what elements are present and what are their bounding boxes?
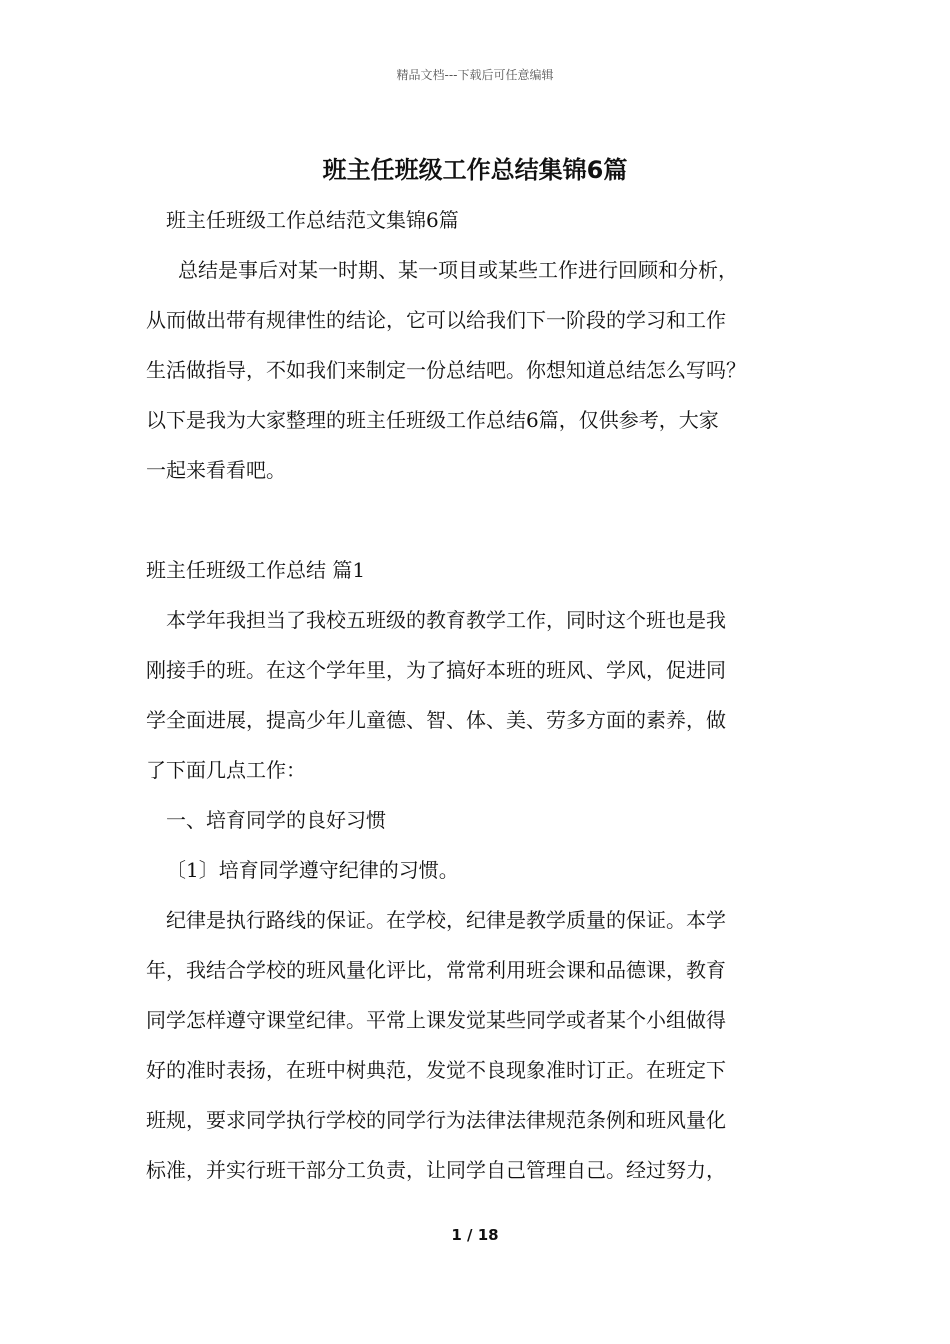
paragraph-line: 班规，要求同学执行学校的同学行为法律法律规范条例和班风量化: [146, 1108, 726, 1132]
subtitle-line: 班主任班级工作总结范文集锦6篇: [166, 208, 459, 232]
header-note: 精品文档---下载后可任意编辑: [396, 68, 554, 82]
paragraph-line: 一起来看看吧。: [146, 458, 286, 482]
paragraph-line: 纪律是执行路线的保证。在学校，纪律是教学质量的保证。本学: [166, 908, 726, 932]
paragraph-line: 学全面进展，提高少年儿童德、智、体、美、劳多方面的素养，做: [146, 708, 726, 732]
paragraph-line: 刚接手的班。在这个学年里，为了搞好本班的班风、学风，促进同: [146, 658, 726, 682]
subheading-line: 一、培育同学的良好习惯: [166, 808, 386, 832]
paragraph-line: 标准，并实行班干部分工负责，让同学自己管理自己。经过努力，: [146, 1158, 726, 1182]
section-heading: 班主任班级工作总结 篇1: [146, 558, 366, 582]
subheading-line: 〔1〕培育同学遵守纪律的习惯。: [166, 858, 459, 882]
paragraph-line: 以下是我为大家整理的班主任班级工作总结6篇，仅供参考，大家: [146, 408, 719, 432]
paragraph-line: 年，我结合学校的班风量化评比，常常利用班会课和品德课，教育: [146, 958, 726, 982]
paragraph-line: 从而做出带有规律性的结论，它可以给我们下一阶段的学习和工作: [146, 308, 726, 332]
page-number: 1 / 18: [451, 1226, 499, 1244]
paragraph-line: 好的准时表扬，在班中树典范，发觉不良现象准时订正。在班定下: [146, 1058, 726, 1082]
paragraph-line: 本学年我担当了我校五班级的教育教学工作，同时这个班也是我: [166, 608, 726, 632]
paragraph-line: 了下面几点工作：: [146, 758, 306, 782]
paragraph-line: 总结是事后对某一时期、某一项目或某些工作进行回顾和分析，: [178, 258, 738, 282]
paragraph-line: 生活做指导，不如我们来制定一份总结吧。你想知道总结怎么写吗？: [146, 358, 746, 382]
paragraph-line: 同学怎样遵守课堂纪律。平常上课发觉某些同学或者某个小组做得: [146, 1008, 726, 1032]
document-title: 班主任班级工作总结集锦6篇: [322, 156, 628, 184]
